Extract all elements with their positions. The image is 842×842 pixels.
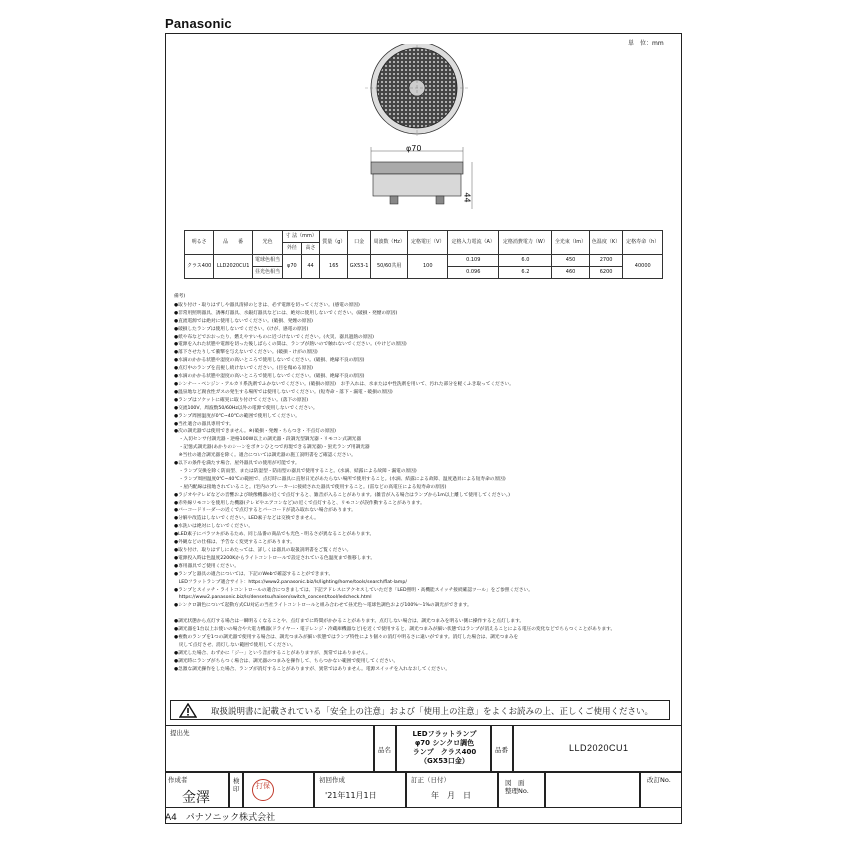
- col-height: 高さ: [301, 243, 320, 255]
- col-name: 明るさ: [185, 231, 214, 255]
- spec-table: [184, 230, 663, 279]
- note-line: ・記憶式調光器(あかりのシーンをボタンひとつで再現できる調光器)・蛍光ランプ用調光器: [174, 445, 370, 451]
- drawing-no-cell: [545, 772, 640, 808]
- note-line: ●専用器具でご使用ください。: [174, 563, 240, 569]
- note-line: ●水滴のかかる状態や湿度の高いところで使用しないでください。(破損、絶縁不良の原因): [174, 374, 365, 380]
- code-label: 品番: [495, 746, 508, 754]
- cell-power: 6.0: [499, 255, 552, 267]
- rev-no-label: 改訂No.: [647, 776, 671, 784]
- note-line: ●非常用照明器具、誘導灯器具、水銀灯器具などには、絶対に使用しないでください。(破損・発煙の原因): [174, 310, 398, 316]
- product-drawing: [360, 44, 490, 234]
- note-line: ●水滴のかかる状態や湿度の高いところで使用しないでください。(破損、絶縁不良の原因): [174, 358, 365, 364]
- caution-bar: [170, 700, 670, 720]
- note-line: ●取り付け、取りはずしにあたっては、詳しくは器具の取扱説明書をご覧ください。: [174, 548, 352, 553]
- note-line: ●次の調光器では使用できません。※(破損・発煙・ちらつき・不点灯の原因): [174, 429, 336, 435]
- submit-cell: [165, 725, 374, 772]
- col-power: 定格消費電力（W）: [499, 231, 552, 255]
- cell-temp: 2700: [589, 255, 623, 267]
- col-base: 口金: [348, 231, 371, 255]
- note-line: ●バーコードリーダーの近くで点灯するとバーコードが読み取れない場合があります。: [174, 508, 356, 514]
- cell-freq: 50/60共用: [370, 255, 407, 279]
- approve-label-cell: [229, 772, 243, 808]
- note-line: ●調光器を1台以上お使いの場合や大電力機器(ドライヤー・電子レンジ・冷蔵庫機器など)を近くで使用すると、調光つまみが細い状態ではランプが消えることによる電圧の変化などでちらつくことがあります。: [174, 627, 616, 633]
- note-line: ●紙や布などでおおったり、燃えやすいものに近づけないでください。(火災、器具過熱の原因): [174, 334, 374, 340]
- note-line: ●ランプはソケットに確実に取り付けてください。(落下の原因): [174, 397, 309, 403]
- product-name: [397, 730, 492, 766]
- cell-power: 6.2: [499, 267, 552, 279]
- note-line: ・ランプ交換を除く防雨型、または防湿型・防雨型の器具で使用すること。(水滴、結露による故障・漏電の原因): [174, 468, 417, 474]
- unit-label: 単 位：mm: [628, 40, 664, 47]
- note-line: ●破損したランプは使用しないでください。(けが、感電の原因): [174, 326, 309, 332]
- col-color: 光色: [252, 231, 282, 255]
- note-line: ●温泉地など腐食性ガスの発生する場所では使用しないでください。(短寿命・落下・漏電・破損の原因): [174, 389, 393, 395]
- product-code: LLD2020CU1: [569, 743, 629, 753]
- drawing-no-label-cell: [498, 772, 545, 808]
- note-line: ・入切センサ付調光器・逆格100W以上の調光器・段調光型調光器・リモコン式調光器: [174, 437, 362, 443]
- note-line: ●ランプとスイッチ・ライトコントロールの適合につきましては、下記アドレスにアクセスしていただき「LED照明・高機能スイッチ接続確認ツール」をご参照ください。: [174, 587, 533, 593]
- warning-icon: [179, 703, 197, 718]
- brand-logo: Panasonic: [165, 16, 232, 31]
- rev-no-cell: [640, 772, 682, 808]
- top-view: [365, 44, 469, 136]
- name-label: 品名: [378, 746, 391, 754]
- note-line: ●外観などの仕様は、予告なく変更することがあります。: [174, 540, 295, 546]
- note-line: ●赤外線リモコンを使用した機器(テレビやエアコンなど)の近くで点灯すると、リモコンが誤作動することがあります。: [174, 500, 425, 506]
- cell-voltage: 100: [408, 255, 448, 279]
- note-line: ●電源投入時は色温度2200Kからライトコントロールで設定されている色温度まで推移します。: [174, 555, 376, 561]
- note-line: ●分解や改造はしないでください。LED素子などは交換できません。: [174, 516, 319, 522]
- col-product: 品 番: [214, 231, 253, 255]
- note-line: ●ランプと器具の適合については、下記のWebで確認することができます。: [174, 571, 334, 577]
- note-line: ・屋内配線は接地されていること。(宅内のブレーカーに接続された器具で使用すること。(雷などの高電圧による短寿命の原因): [174, 484, 447, 490]
- note-line: 戻して点灯させ、消灯しない範囲で使用してください。: [174, 642, 296, 648]
- note-line: [174, 610, 672, 618]
- note-line: ●直流電源では絶対に使用しないでください。(破損、発煙の原因): [174, 318, 313, 324]
- note-line: ●調光状態から点灯する場合は一瞬明るくなることや、点灯までに時間がかかることがあります。点灯しない場合は、調光つまみを明るい側に操作すると点灯します。: [174, 619, 525, 625]
- note-line: ※当社の適合調光器を除く。適合については調光器の施工説明書をご確認ください。: [174, 453, 356, 459]
- cell-height: 44: [301, 255, 320, 279]
- created-date: '21年11月1日: [325, 791, 377, 800]
- caution-text: 取扱説明書に記載されている「安全上の注意」および「使用上の注意」をよくお読みの上、正しくご使用ください。: [211, 707, 654, 717]
- col-dims: 寸 法（mm）: [283, 231, 320, 243]
- title-block: [165, 725, 682, 772]
- approval-block: [165, 772, 682, 808]
- name-cell: [396, 725, 491, 772]
- cell-color: 電球色相当: [252, 255, 282, 267]
- note-line: ●以下の条件を満たす場合、屋外器具での使用が可能です。: [174, 461, 300, 467]
- note-line: ●ラジオやテレビなどの音響および映像機器の近くで点灯すると、雑音が入ることがあります。(雑音が入る場合はランプから1m以上離して使用してください。): [174, 492, 510, 498]
- col-life: 定格寿命（h）: [623, 231, 663, 255]
- cell-current: 0.109: [448, 255, 499, 267]
- revision-label: 訂正（日付）: [411, 776, 450, 784]
- col-outer: 外径: [283, 243, 302, 255]
- note-line: ・ランプ周囲温度0℃~40℃の範囲で、点灯時に器具に直射日光があたらない場所で使用すること。(水滴、結露による故障、温度過昇による短寿命の原因): [174, 476, 506, 482]
- note-line: ●ランプ周囲温度が0℃~40℃の範囲で使用してください。: [174, 413, 300, 419]
- approval-stamp: [252, 779, 274, 801]
- note-line: ●調光時にランプがちらつく場合は、調光器のつまみを操作して、ちらつかない範囲で使用してください。: [174, 658, 399, 664]
- drawing-no-label: 図 面 整理No.: [505, 779, 529, 795]
- product-name-line: （GX53口金）: [420, 757, 469, 765]
- note-line: ●シンクロ調色について起動方式CU対応の当社ライトコントロールと組み合わせて昼光色～電球色調色および100%～1%の調光ができます。: [174, 603, 472, 609]
- cell-temp: 6200: [589, 267, 623, 279]
- note-line: ●取り付け・取りはずしや器具清掃のときは、必ず電源を切ってください。(感電の原因): [174, 302, 360, 308]
- col-flux: 全光束（lm）: [552, 231, 589, 255]
- notes-title: 備考): [174, 294, 186, 299]
- note-line: ●点灯中のランプを直視し続けないでください。(目を傷める原因): [174, 366, 313, 372]
- cell-base: GX53-1: [348, 255, 371, 279]
- note-line: ●電源を入れた状態や電源を切った後しばらくの間は、ランプが熱いので触れないでください。(やけどの原因): [174, 342, 407, 348]
- note-line: ●調光した場合、わずかに「ジー」という音がすることがありますが、異常ではありません。: [174, 650, 371, 656]
- note-line: ●シンナー・ベンジン・アルカリ系洗剤でふかないでください。(破損の原因) お手入れは、水または中性洗剤を用いて、汚れた部分を軽くふき取ってください。: [174, 381, 514, 387]
- note-line: ●急激な調光操作をした場合、ランプが消灯することがありますが、異常ではありません。電源スイッチを入れなおしてください。: [174, 666, 451, 672]
- height-label: 44: [462, 192, 472, 203]
- cell-flux: 450: [552, 255, 589, 267]
- notes-section: [174, 293, 672, 674]
- product-name-line: ランプ クラス400: [412, 748, 477, 756]
- revision-date: 年 月 日: [431, 791, 471, 800]
- revision-cell: [406, 772, 498, 808]
- author-label: 作成者: [168, 776, 188, 784]
- table-row: [185, 255, 663, 267]
- diameter-label: φ70: [406, 144, 422, 153]
- cell-color: 昼光色相当: [252, 267, 282, 279]
- product-name-line: LEDフラットランプ: [412, 730, 477, 738]
- submit-label: 提出先: [170, 729, 190, 737]
- note-line: ●交流100V、周波数50/60Hz以外の電源で使用しないでください。: [174, 405, 318, 411]
- code-label-cell: [491, 725, 513, 772]
- cell-life: 40000: [623, 255, 663, 279]
- notes-list: [174, 302, 672, 674]
- cell-name: クラス400: [185, 255, 214, 279]
- cell-product: LLD2020CU1: [214, 255, 253, 279]
- author-cell: [165, 772, 229, 808]
- approve-label: 検印: [233, 777, 240, 793]
- note-line: ●LED素子にバラツキがあるため、同じ品番の商品でも光色・明るさが異なることがあります。: [174, 532, 375, 538]
- cell-flux: 460: [552, 267, 589, 279]
- created-label: 初回作成: [319, 776, 345, 784]
- note-line: ●当社適合の器具専用です。: [174, 421, 234, 427]
- side-view: [371, 162, 472, 209]
- stamp-cell: [243, 772, 314, 808]
- code-cell: [513, 725, 682, 772]
- col-voltage: 定格電圧（V）: [408, 231, 448, 255]
- note-line: ●水洗いは絶対にしないでください。: [174, 524, 254, 530]
- author-name: 金澤: [182, 790, 210, 806]
- cell-mass: 165: [320, 255, 348, 279]
- col-mass: 質量（g）: [320, 231, 348, 255]
- col-temp: 色温度（K）: [589, 231, 623, 255]
- note-line: ●複数のランプを1つの調光器で使用する場合は、調光つまみが細い状態ではランプ特性により個々の消灯や明るさに違いがでます。消灯した場合は、調光つまみを: [174, 635, 519, 641]
- name-label-cell: [374, 725, 396, 772]
- col-freq: 周波数（Hz）: [370, 231, 407, 255]
- note-line: ●落下させたりして衝撃を与えないでください。(破損・けがの原因): [174, 350, 318, 356]
- footer: [165, 810, 275, 823]
- cell-outer: φ70: [283, 255, 302, 279]
- created-cell: [314, 772, 406, 808]
- paper-size: A4: [165, 813, 177, 823]
- cell-current: 0.096: [448, 267, 499, 279]
- note-line: https://www2.panasonic.biz/ls/densetsu/haisen/switch_concent/tool/ledcheck.html: [174, 595, 372, 601]
- note-line: LEDフラットランプ適合サイト：https://www2.panasonic.biz/ls/lighting/home/tools/search/flat-lamp/: [174, 579, 407, 585]
- company-name: パナソニック株式会社: [185, 813, 276, 823]
- approval-stamp-text: 打保: [256, 782, 270, 790]
- col-current: 定格入力電流（A）: [448, 231, 499, 255]
- product-name-line: φ70 シンクロ調色: [414, 739, 475, 747]
